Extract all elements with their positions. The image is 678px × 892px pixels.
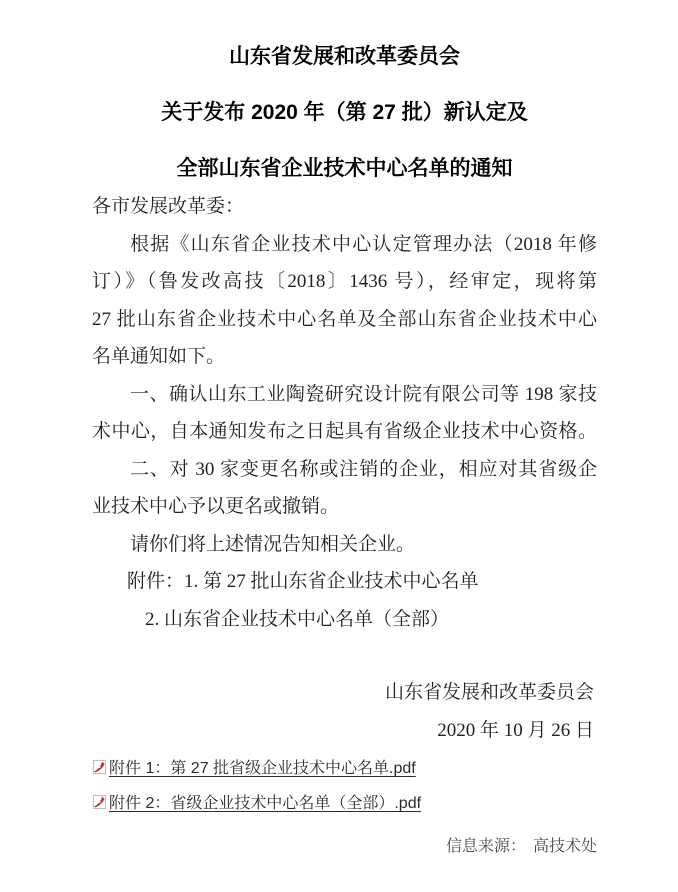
pdf-icon xyxy=(92,759,107,775)
info-source xyxy=(92,833,597,856)
title-org: 山东省发展和改革委员会 xyxy=(229,45,460,68)
title-subject-line2: 全部山东省企业技术中心名单的通知 xyxy=(176,157,513,180)
attachment-link-label: 附件 1：第 27 批省级企业技术中心名单.pdf xyxy=(109,760,416,777)
attachment-link-label: 附件 2：省级企业技术中心名单（全部）.pdf xyxy=(109,795,422,812)
attachment-links xyxy=(92,749,678,819)
body-line-salutation: 各市发展改革委： xyxy=(92,196,245,217)
title-subject-line1: 关于发布 2020 年（第 27 批）新认定及 xyxy=(161,101,528,124)
body-line: 订）》（鲁发改高技〔2018〕1436 号），经审定，现将第 xyxy=(92,271,597,292)
body-line: 术中心，自本通知发布之日起具有省级企业技术中心资格。 xyxy=(92,421,597,442)
body-line: 请你们将上述情况告知相关企业。 xyxy=(130,533,416,555)
body-line: 二、对 30 家变更名称或注销的企业，相应对其省级企 xyxy=(130,458,597,480)
body-line: 根据《山东省企业技术中心认定管理办法（2018 年修 xyxy=(130,233,597,255)
attachment-row xyxy=(92,749,678,784)
document-title xyxy=(92,46,597,179)
body-line-attachment-list-2: 2. 山东省企业技术中心名单（全部） xyxy=(145,608,450,630)
body-line: 名单通知如下。 xyxy=(92,346,226,367)
signature-org: 山东省发展和改革委员会 xyxy=(384,682,594,703)
body-line-attachment-list-1: 附件：1. 第 27 批山东省企业技术中心名单 xyxy=(127,571,479,592)
info-source-value: 高技术处 xyxy=(532,838,597,855)
body-line: 27 批山东省企业技术中心名单及全部山东省企业技术中心 xyxy=(92,308,597,330)
info-source-label: 信息来源： xyxy=(445,838,526,855)
pdf-icon xyxy=(92,794,107,810)
signature-date: 2020 年 10 月 26 日 xyxy=(437,719,594,741)
attachment-row xyxy=(92,784,678,819)
body-line: 业技术中心予以更名或撤销。 xyxy=(92,496,340,517)
attachment-link-1[interactable] xyxy=(92,755,416,778)
body-line: 一、确认山东工业陶瓷研究设计院有限公司等 198 家技 xyxy=(130,383,597,405)
attachment-link-2[interactable] xyxy=(92,790,421,813)
document-body xyxy=(92,188,597,638)
signature-block xyxy=(92,674,597,749)
